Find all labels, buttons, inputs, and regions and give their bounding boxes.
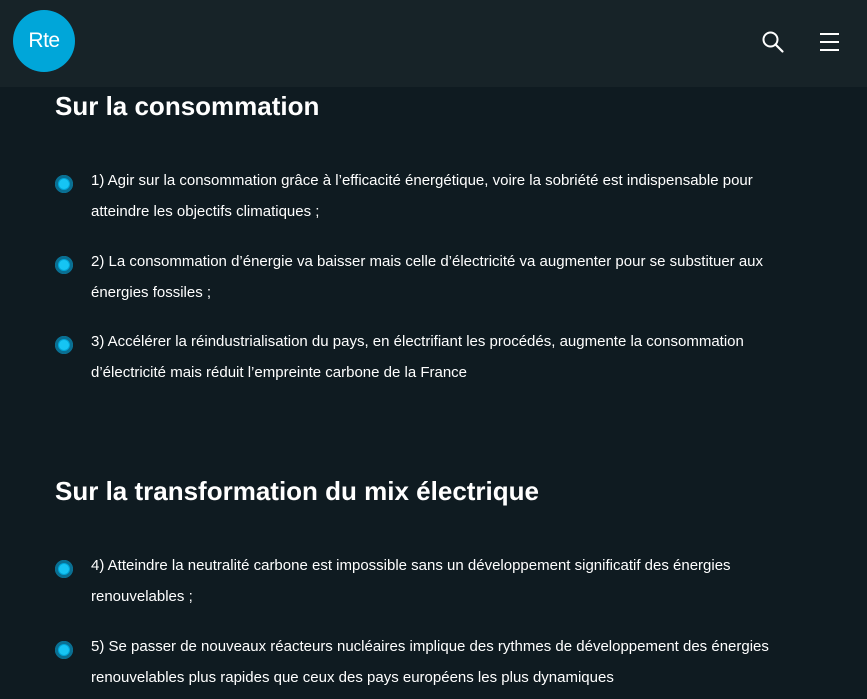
section-title-mix-electrique: Sur la transformation du mix électrique (55, 476, 539, 506)
hamburger-menu-icon (818, 30, 842, 54)
bullet-icon (55, 256, 73, 274)
search-button[interactable] (761, 30, 785, 54)
list-item-text: 2) La consommation d’énergie va baisser mais celle d’électricité va augmenter pour se substituer aux énergies fossiles ; (91, 253, 764, 301)
list-item-text: 4) Atteindre la neutralité carbone est impossible sans un développement significatif des énergies renouvelables ; (91, 557, 731, 605)
bullet-icon (55, 560, 73, 578)
list-item-text: 5) Se passer de nouveaux réacteurs nucléaires implique des rythmes de développement des énergies renouvelables plus rapides que ceux des pays européens les plus dynamiques (91, 638, 769, 686)
list-item-text: 3) Accélérer la réindustrialisation du pays, en électrifiant les procédés, augmente la consommation d’électricité mais réduit l’empreinte carbone de la France (91, 333, 744, 381)
logo-text: Rte (28, 29, 60, 52)
bullet-icon (55, 641, 73, 659)
bullet-icon (55, 336, 73, 354)
section-title-consommation: Sur la consommation (55, 91, 320, 121)
bullet-icon (55, 175, 73, 193)
menu-button[interactable] (818, 30, 842, 54)
main-content (0, 87, 867, 699)
rte-logo[interactable] (13, 10, 75, 72)
site-header (0, 0, 867, 87)
list-item-text: 1) Agir sur la consommation grâce à l’efficacité énergétique, voire la sobriété est indispensable pour atteindre les objectifs climatiques ; (91, 172, 753, 220)
search-icon (761, 30, 785, 54)
